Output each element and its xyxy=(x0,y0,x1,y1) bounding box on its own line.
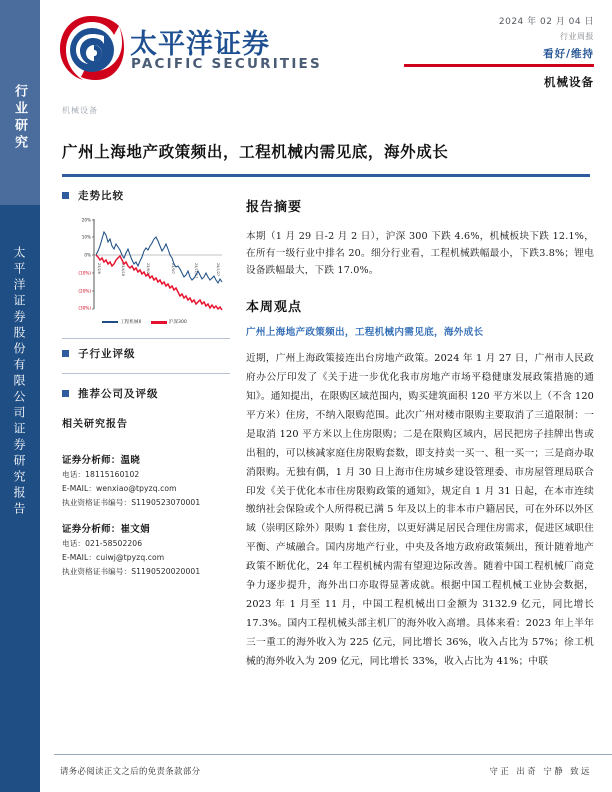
header-red-divider xyxy=(404,64,594,67)
report-date: 2024 年 02 月 04 日 xyxy=(498,17,594,27)
sidebar-industry-research-label: 行业研究 xyxy=(12,84,27,152)
legend-swatch-icon-0 xyxy=(102,321,118,323)
section-related-reports: 相关研究报告 xyxy=(62,419,128,430)
brand-name-cn: 太平洋证券 xyxy=(130,29,270,60)
svg-text:20%: 20% xyxy=(81,217,91,223)
square-bullet-icon xyxy=(62,390,69,397)
brand-logo xyxy=(58,12,322,84)
legend-label-0: 工程机械Ⅱ xyxy=(120,320,141,325)
analyst-name: 证券分析师：温晓 xyxy=(62,455,141,466)
chart-legend xyxy=(62,319,227,325)
svg-text:(20%): (20%) xyxy=(78,288,91,294)
report-type: 行业周报 xyxy=(560,32,594,41)
legend-item-0 xyxy=(102,319,141,325)
footer-motto: 守正 出奇 宁静 致远 xyxy=(489,766,592,776)
analyst-license: 执业资格证书编号：S1190523070001 xyxy=(62,498,201,507)
analyst-phone: 电话：18115160102 xyxy=(62,470,140,479)
svg-text:23/4/18: 23/4/18 xyxy=(121,263,125,277)
header-sector-tag: 机械设备 xyxy=(62,106,98,115)
svg-text:(10%): (10%) xyxy=(78,270,91,276)
page-title: 广州上海地产政策频出，工程机械内需见底，海外成长 xyxy=(62,142,449,161)
section-subindustry-label: 子行业评级 xyxy=(78,348,136,360)
page-header xyxy=(40,0,612,136)
legend-label-1: 沪深300 xyxy=(168,320,187,325)
footer-sidebar-block xyxy=(0,754,40,792)
trend-chart-svg xyxy=(62,213,227,317)
abstract-body: 本期（1 月 29 日-2 月 2 日），沪深 300 下跌 4.6%，机械板块下跌 12.1%，在所有一级行业中排名 20。细分行业看，工程机械跌幅最小，下跌3.8%；锂电设备跌幅最大，下跌 17.0%。 xyxy=(246,231,594,277)
rating-badge: 看好/维持 xyxy=(543,48,594,60)
analyst-email: E-MAIL：wenxiao@tpyzq.com xyxy=(62,484,177,493)
left-content-column xyxy=(62,188,230,590)
divider-2 xyxy=(62,373,230,374)
analyst-license: 执业资格证书编号：S1190520020001 xyxy=(62,567,201,576)
sidebar-band-top xyxy=(0,0,40,75)
analyst-email: E-MAIL：cuiwj@tpyzq.com xyxy=(62,553,165,562)
footer-disclaimer: 请务必阅读正文之后的免责条款部分 xyxy=(60,766,201,776)
divider-1 xyxy=(62,338,230,339)
abstract-heading: 报告摘要 xyxy=(246,200,303,215)
report-sector: 机械设备 xyxy=(544,74,594,89)
svg-text:23/11/17: 23/11/17 xyxy=(194,263,198,279)
sidebar-company-vertical-label: 太平洋证券股份有限公司证券研究报告 xyxy=(12,246,26,518)
square-bullet-icon xyxy=(62,192,69,199)
weekly-view-subtitle: 广州上海地产政策频出，工程机械内需见底，海外成长 xyxy=(246,327,484,339)
analyst-phone: 电话：021-58502206 xyxy=(62,539,143,548)
section-subindustry-rating xyxy=(62,346,230,361)
square-bullet-icon xyxy=(62,350,69,357)
right-content-column xyxy=(246,196,594,672)
section-trend-comparison xyxy=(62,188,230,203)
analysts-block xyxy=(62,452,230,577)
trend-comparison-chart xyxy=(62,213,227,331)
section-recommended-label: 推荐公司及评级 xyxy=(78,388,159,400)
title-block xyxy=(40,140,612,177)
svg-text:23/2/6: 23/2/6 xyxy=(97,263,101,274)
left-sidebar xyxy=(0,0,40,792)
section-trend-label: 走势比较 xyxy=(78,190,124,202)
legend-swatch-icon-1 xyxy=(151,321,167,324)
legend-item-1 xyxy=(151,319,187,325)
svg-text:10%: 10% xyxy=(81,234,91,240)
weekly-view-heading: 本周观点 xyxy=(246,300,303,316)
svg-text:23/6/28: 23/6/28 xyxy=(146,263,150,277)
footer-divider xyxy=(54,754,612,755)
pacific-securities-logo-icon xyxy=(58,14,124,82)
analyst-entry xyxy=(62,521,230,577)
svg-text:0%: 0% xyxy=(84,252,91,258)
header-meta-block xyxy=(344,14,594,90)
svg-text:23/9/7: 23/9/7 xyxy=(171,263,175,274)
section-recommended-companies xyxy=(62,386,230,401)
analyst-name: 证券分析师：崔文娟 xyxy=(62,524,150,535)
svg-text:24/1/27: 24/1/27 xyxy=(216,263,220,277)
page-footer xyxy=(40,754,612,792)
title-divider xyxy=(62,174,590,177)
brand-name-en: PACIFIC SECURITIES xyxy=(131,56,322,72)
svg-text:(30%): (30%) xyxy=(78,305,91,311)
analyst-entry xyxy=(62,452,230,508)
body-paragraph-1: 近期，广州上海政策接连出台房地产政策。2024 年 1 月 27 日，广州市人民政府办公厅印发了《关于进一步优化我市房地产市场平稳健康发展政策措施的通知》。通知提出，在限购区域范围内，购买建筑面积 120 平方米以上（不含 120 平方米）住房，不纳入限购范围。此次广州对楼市限购主要取消了三道限制：一是取消 120 平方米以上住房限购；二是在限购区域内，居民把房子挂牌出售或出租的，可以核减家庭住房限购套数，即支持卖一买一、租一买一；三是商办取消限购。无独有偶，1 月 30 日上海市住房城乡建设管理委、市房屋管理局联合印发《关于优化本市住房限购政策的通知》，规定自 1 月 31 日起，在本市连续缴纳社会保险或个人所得税已满 5 年及以上的非本市户籍居民，可在外环以外区域（崇明区除外）限购 1 套住房，以更好满足居民合理住房需求，促进区域职住平衡、产城融合。国内房地产行业，中央及各地方政府政策频出，预计随着地产政策不断优化，24 年工程机械内需有望迎边际改善。随着中国工程机械厂商竞争力逐步提升，海外出口亦取得显著成就。根据中国工程机械工业协会数据，2023 年 1 月至 11 月，中国工程机械出口金额为 3132.9 亿元，同比增长 17.3%。国内工程机械头部主机厂的海外收入高增。具体来看：2023 年上半年三一重工的海外收入为 225 亿元，同比增长 36%，收入占比为 57%；徐工机械的海外收入为 209 亿元，同比增长 33%，收入占比为 41%；中联 xyxy=(246,353,594,667)
